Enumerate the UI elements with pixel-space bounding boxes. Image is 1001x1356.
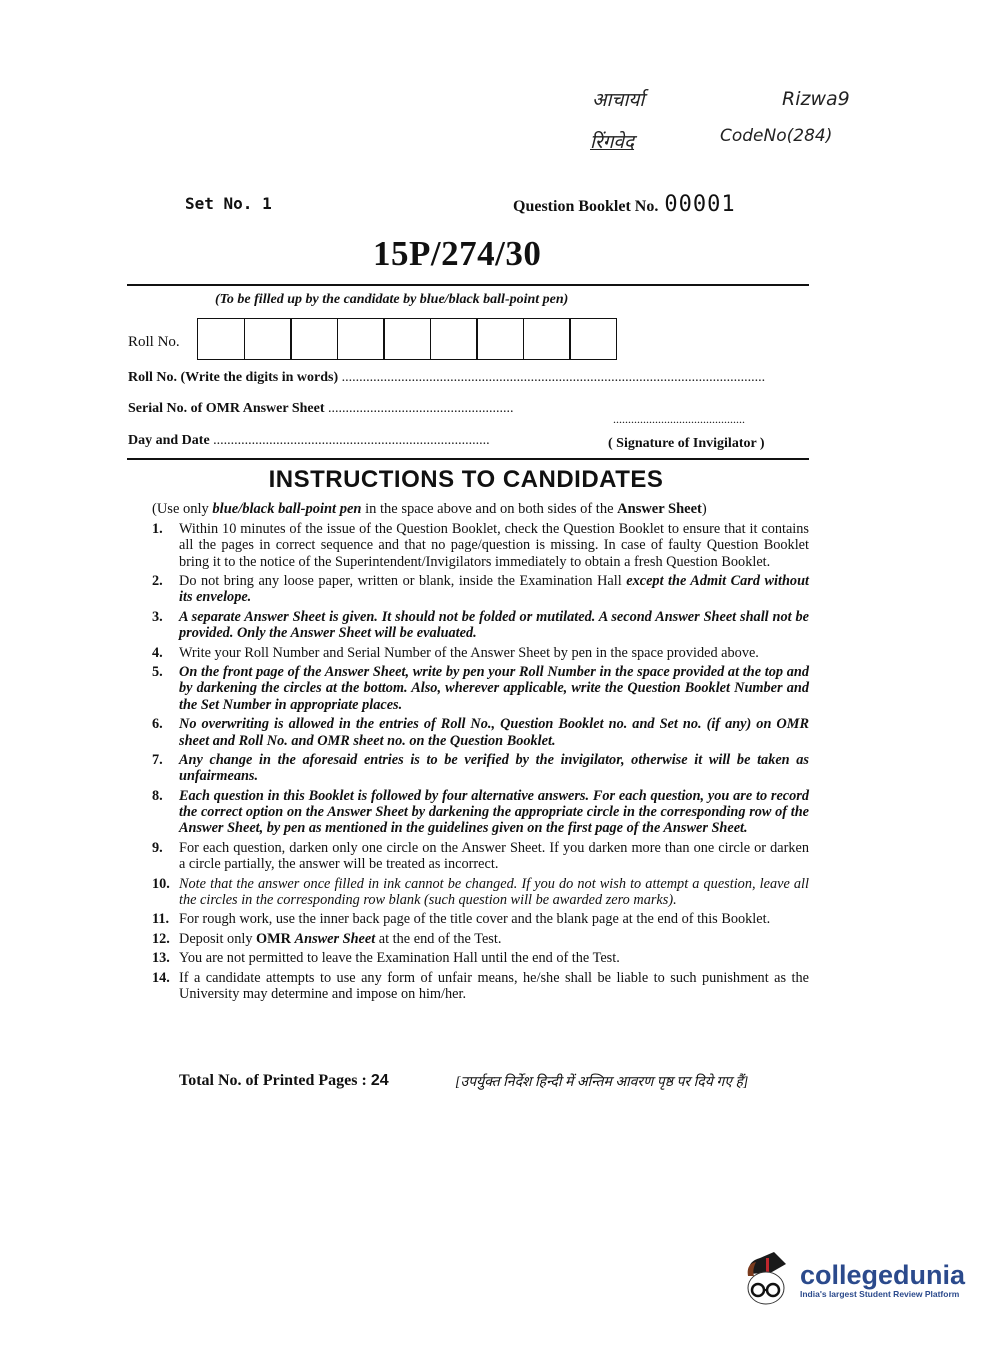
instruction-number: 9. [152,839,163,856]
question-booklet-number [513,192,736,217]
instruction-number: 12. [152,930,170,947]
instruction-item [152,840,809,873]
text-segment: A separate Answer Sheet is given. It should not be folded or mutilated. A second Answer Sheet shall not be provided. Only the Answer Sheet will be evaluated. [179,608,809,642]
text-segment: Note that the answer once filled in ink cannot be changed. If you do not wish to attempt a question, leave all the circles in the corresponding row blank (such question will be awarded zero marks). [179,875,809,908]
instruction-number: 13. [152,950,170,967]
instruction-text [179,664,809,713]
fill-note: (To be filled up by the candidate by blue/black ball-point pen) [215,292,569,307]
instruction-item [152,876,809,909]
text-segment: Write your Roll Number and Serial Number of the Answer Sheet by pen in the space provided above. [179,644,759,661]
text-segment: Each question in this Booklet is followed by four alternative answers. For each question, you are to record the correct option on the Answer Sheet by darkening the appropriate circle in the corresponding row of the Answer Sheet, by pen as mentioned in the guidelines given on the first page of the Answer Sheet. [179,787,809,837]
instruction-text [179,609,809,642]
total-pages-value: 24 [370,1072,389,1089]
text-segment: Within 10 minutes of the issue of the Question Booklet, check the Question Booklet to ensure that it contains all the pages in correct sequence and that no page/question is missing. In case of faulty Question Booklet bring it to the notice of the Superintendent/Invigilators immediately to obtain a fresh Question Booklet. [179,521,809,570]
instruction-text [179,931,809,947]
instruction-item [152,609,809,642]
roll-digit-box[interactable] [523,318,571,360]
question-booklet-value: 00001 [664,192,736,217]
instruction-text [179,970,809,1003]
instruction-number: 14. [152,969,170,986]
omr-serial-label: Serial No. of OMR Answer Sheet [128,401,325,416]
brand-tagline: India's largest Student Review Platform [800,1289,960,1299]
divider [127,458,809,460]
instruction-item [152,752,809,785]
text-segment: at the end of the Test. [375,930,502,947]
roll-words-field[interactable]: Roll No. (Write the digits in words) ......................................................................................................................... [128,370,766,385]
paper-code: 15P/274/30 [373,234,542,273]
instruction-text [179,840,809,873]
text-segment: Answer Sheet [617,501,702,517]
instructions-preamble [152,501,707,518]
instruction-item [152,573,809,606]
roll-digit-box[interactable] [569,318,617,360]
text-segment: Answer Sheet [294,930,376,947]
brand-name: collegedunia [800,1260,966,1290]
instruction-item [152,931,809,947]
text-segment: except the Admit Card without its envelope. [179,573,809,606]
total-pages-label: Total No. of Printed Pages : [179,1072,367,1089]
instruction-text [179,716,809,749]
instructions-list [152,521,809,1006]
instruction-text [179,521,809,570]
instruction-number: 7. [152,751,163,768]
text-segment: For each question, darken only one circle on the Answer Sheet. If you darken more than one circle or darken a circle partially, the answer will be treated as incorrect. [179,839,809,873]
instruction-item [152,521,809,570]
day-date-label: Day and Date [128,433,210,448]
instruction-number: 2. [152,573,163,590]
instruction-number: 11. [152,911,170,928]
text-segment: For rough work, use the inner back page of the title cover and the blank page at the end of this Booklet. [179,911,771,928]
instruction-item [152,950,809,966]
signature-label: ( Signature of Invigilator ) [608,436,765,451]
roll-no-boxes [197,318,616,360]
instruction-item [152,970,809,1003]
instruction-text [179,645,809,661]
text-segment: Do not bring any loose paper, written or blank, inside the Examination Hall [179,573,627,590]
text-segment: OMR [256,930,291,947]
instructions-heading: INSTRUCTIONS TO CANDIDATES [268,466,664,493]
instruction-item [152,788,809,837]
instruction-number: 3. [152,608,163,625]
set-number: Set No. 1 [185,194,272,213]
roll-no-label: Roll No. [128,334,180,350]
hindi-note: [उपर्युक्त निर्देश हिन्दी में अन्तिम आवरण पृष्ठ पर दिये गए हैं] [455,1075,749,1090]
instruction-item [152,716,809,749]
day-date-field[interactable]: Day and Date ............................................................................... [128,433,490,448]
roll-digit-box[interactable] [476,318,524,360]
mascot-icon [742,1250,800,1310]
roll-digit-box[interactable] [197,318,245,360]
instruction-text [179,573,809,606]
signature-line[interactable]: ............................................ [613,412,745,426]
instruction-text [179,950,809,966]
instruction-number: 4. [152,644,163,661]
handwritten-note: रिंगवेद [590,131,635,153]
instruction-text [179,752,809,785]
text-segment: ) [701,501,707,517]
total-pages [179,1072,389,1090]
instruction-number: 8. [152,787,163,804]
roll-digit-box[interactable] [337,318,385,360]
instruction-item [152,664,809,713]
roll-digit-box[interactable] [383,318,431,360]
omr-serial-field[interactable]: Serial No. of OMR Answer Sheet ..................................................... [128,401,514,416]
text-segment: (Use only [152,501,213,517]
text-segment: in the space above and on both sides of the [361,501,618,517]
instruction-text [179,788,809,837]
text-segment: Deposit only [179,930,257,947]
instruction-number: 6. [152,716,163,733]
instruction-item [152,645,809,661]
handwritten-code: CodeNo(284) [720,126,833,146]
divider [127,284,809,286]
roll-digit-box[interactable] [290,318,338,360]
instruction-item [152,911,809,927]
handwritten-note: आचार्या [592,89,645,111]
text-segment: You are not permitted to leave the Examination Hall until the end of the Test. [179,950,620,967]
text-segment: On the front page of the Answer Sheet, write by pen your Roll Number in the space provided at the top and by darkening the circles at the bottom. Also, wherever applicable, write the Question Booklet Number and the Set Number in appropriate places. [179,664,809,713]
instruction-number: 1. [152,521,163,537]
instruction-text [179,911,809,927]
text-segment: If a candidate attempts to use any form of unfair means, he/she shall be liable to such punishment as the University may determine and impose on him/her. [179,969,809,1003]
instruction-number: 10. [152,875,170,892]
instruction-text [179,876,809,909]
roll-digit-box[interactable] [244,318,292,360]
instruction-number: 5. [152,664,163,681]
text-segment: No overwriting is allowed in the entries of Roll No., Question Booklet no. and Set no. (if any) on OMR sheet and Roll No. and OMR sheet no. on the Question Booklet. [179,716,809,749]
text-segment: blue/black ball-point pen [212,501,362,517]
question-booklet-label: Question Booklet No. [513,198,659,215]
collegedunia-watermark [742,1250,965,1310]
handwritten-note: Rizwa9 [782,88,850,110]
text-segment: Any change in the aforesaid entries is to be verified by the invigilator, otherwise it will be taken as unfairmeans. [179,751,809,785]
roll-digit-box[interactable] [430,318,478,360]
roll-words-label: Roll No. (Write the digits in words) [128,370,339,385]
